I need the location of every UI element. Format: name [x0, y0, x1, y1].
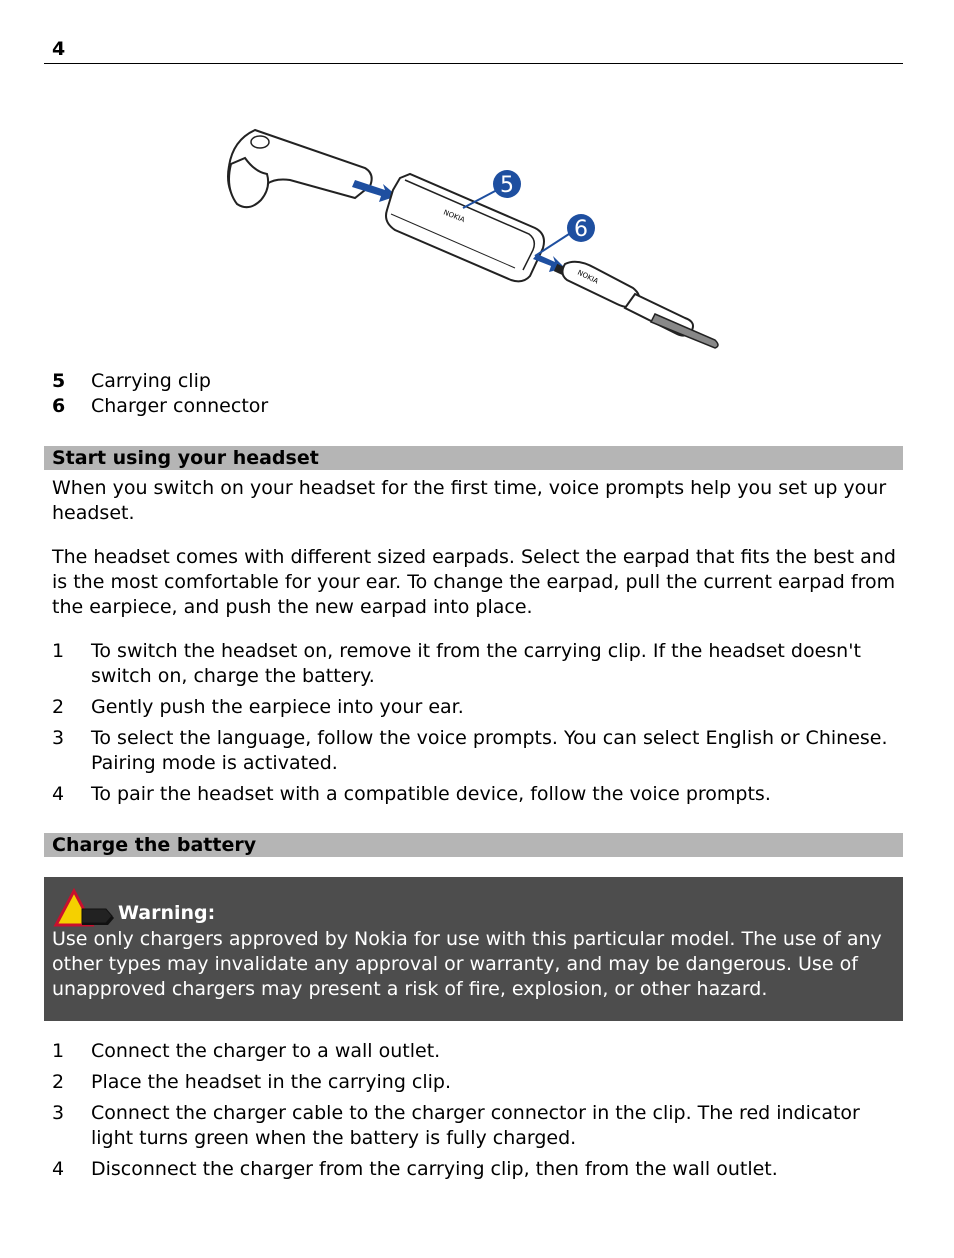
setup-steps-list — [52, 639, 902, 813]
figure-legend — [52, 369, 268, 419]
warning-text: Use only chargers approved by Nokia for use with this particular model. The use of any other types may invalidate any approval or warranty, and may be dangerous. Use of unapproved chargers may present a risk of fire, explosion, or other hazard. — [52, 928, 882, 1000]
carrying-clip — [386, 174, 544, 281]
legend-item — [52, 369, 268, 394]
page-number: 4 — [52, 38, 66, 60]
step-number: 4 — [52, 783, 65, 805]
list-item — [52, 1157, 902, 1182]
plug-brand: NOKIA — [576, 268, 600, 286]
list-item — [52, 1039, 902, 1064]
step-text: To pair the headset with a compatible device, follow the voice prompts. — [91, 783, 771, 805]
section-header-charge-battery: Charge the battery — [44, 833, 903, 857]
list-item — [52, 639, 902, 689]
step-text: Connect the charger cable to the charger connector in the clip. The red indicator light turns green when the battery is fully charged. — [91, 1102, 860, 1149]
earpad-paragraph: The headset comes with different sized earpads. Select the earpad that fits the best and is the most comfortable for your ear. To change the earpad, pull the current earpad from the earpiece, and push the new earpad into place. — [52, 546, 896, 618]
warning-title: Warning: — [118, 902, 216, 924]
legend-number: 6 — [52, 395, 66, 417]
step-number: 1 — [52, 1040, 65, 1062]
warning-triangle-icon — [52, 887, 114, 927]
step-number: 1 — [52, 640, 65, 662]
step-text: Place the headset in the carrying clip. — [91, 1071, 452, 1093]
legend-item — [52, 394, 268, 419]
step-text: To switch the headset on, remove it from the carrying clip. If the headset doesn't switch on, charge the battery. — [91, 640, 861, 687]
warning-box — [44, 877, 903, 1021]
list-item — [52, 1101, 902, 1151]
headset-illustration — [215, 118, 725, 350]
step-text: Disconnect the charger from the carrying clip, then from the wall outlet. — [91, 1158, 778, 1180]
step-number: 4 — [52, 1158, 65, 1180]
step-number: 3 — [52, 1102, 65, 1124]
list-item — [52, 695, 902, 720]
callout-5-label: 5 — [500, 173, 514, 198]
charger-plug — [562, 262, 639, 307]
legend-label: Carrying clip — [91, 370, 211, 392]
section-header-start-using: Start using your headset — [44, 446, 903, 470]
step-number: 2 — [52, 1071, 65, 1093]
legend-number: 5 — [52, 370, 66, 392]
top-rule — [44, 63, 903, 64]
legend-label: Charger connector — [91, 395, 269, 417]
step-number: 2 — [52, 696, 65, 718]
list-item — [52, 726, 902, 776]
step-text: Connect the charger to a wall outlet. — [91, 1040, 441, 1062]
intro-paragraph: When you switch on your headset for the first time, voice prompts help you set up your headset. — [52, 477, 887, 524]
callout-6-label: 6 — [574, 217, 588, 242]
warning-heading — [52, 883, 895, 927]
clip-brand: NOKIA — [442, 208, 466, 225]
charging-steps-list — [52, 1039, 902, 1188]
step-text: To select the language, follow the voice prompts. You can select English or Chinese. Pairing mode is activated. — [91, 727, 888, 774]
step-text: Gently push the earpiece into your ear. — [91, 696, 464, 718]
list-item — [52, 782, 902, 807]
list-item — [52, 1070, 902, 1095]
step-number: 3 — [52, 727, 65, 749]
